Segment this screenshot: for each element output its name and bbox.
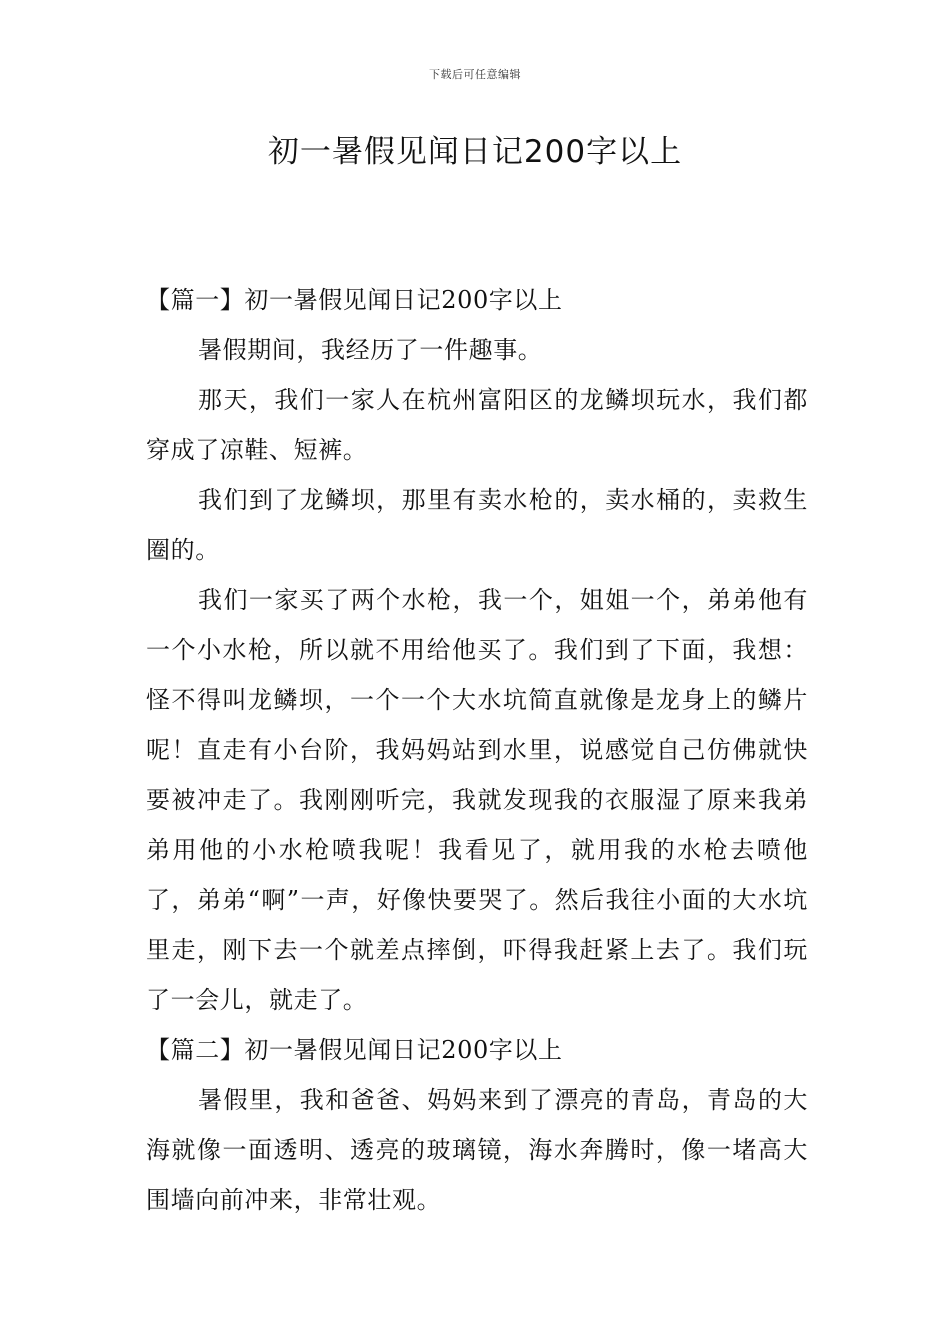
section-heading: 【篇一】初一暑假见闻日记200字以上: [146, 286, 563, 314]
paragraph: 暑假里，我和爸爸、妈妈来到了漂亮的青岛，青岛的大海就像一面透明、透亮的玻璃镜，海水奔腾时，像一堵高大围墙向前冲来，非常壮观。: [146, 1086, 808, 1214]
section-heading: 【篇二】初一暑假见闻日记200字以上: [146, 1036, 563, 1064]
paragraph: 那天，我们一家人在杭州富阳区的龙鳞坝玩水，我们都穿成了凉鞋、短裤。: [146, 386, 808, 464]
paragraph: 暑假期间，我经历了一件趣事。: [198, 336, 543, 364]
paragraph: 我们一家买了两个水枪，我一个，姐姐一个，弟弟他有一个小水枪，所以就不用给他买了。我们到了下面，我想：怪不得叫龙鳞坝，一个一个大水坑简直就像是龙身上的鳞片呢！直走有小台阶，我妈妈站到水里，说感觉自己仿佛就快要被冲走了。我刚刚听完，我就发现我的衣服湿了原来我弟弟用他的小水枪喷我呢！我看见了，就用我的水枪去喷他了，弟弟“啊”一声，好像快要哭了。然后我往小面的大水坑里走，刚下去一个就差点摔倒，吓得我赶紧上去了。我们玩了一会儿，就走了。: [146, 586, 808, 1014]
paragraph: 我们到了龙鳞坝，那里有卖水枪的，卖水桶的，卖救生圈的。: [146, 486, 808, 564]
document-title: 初一暑假见闻日记200字以上: [267, 134, 683, 170]
document-body: [146, 275, 808, 1225]
header-note: 下载后可任意编辑: [429, 68, 521, 81]
